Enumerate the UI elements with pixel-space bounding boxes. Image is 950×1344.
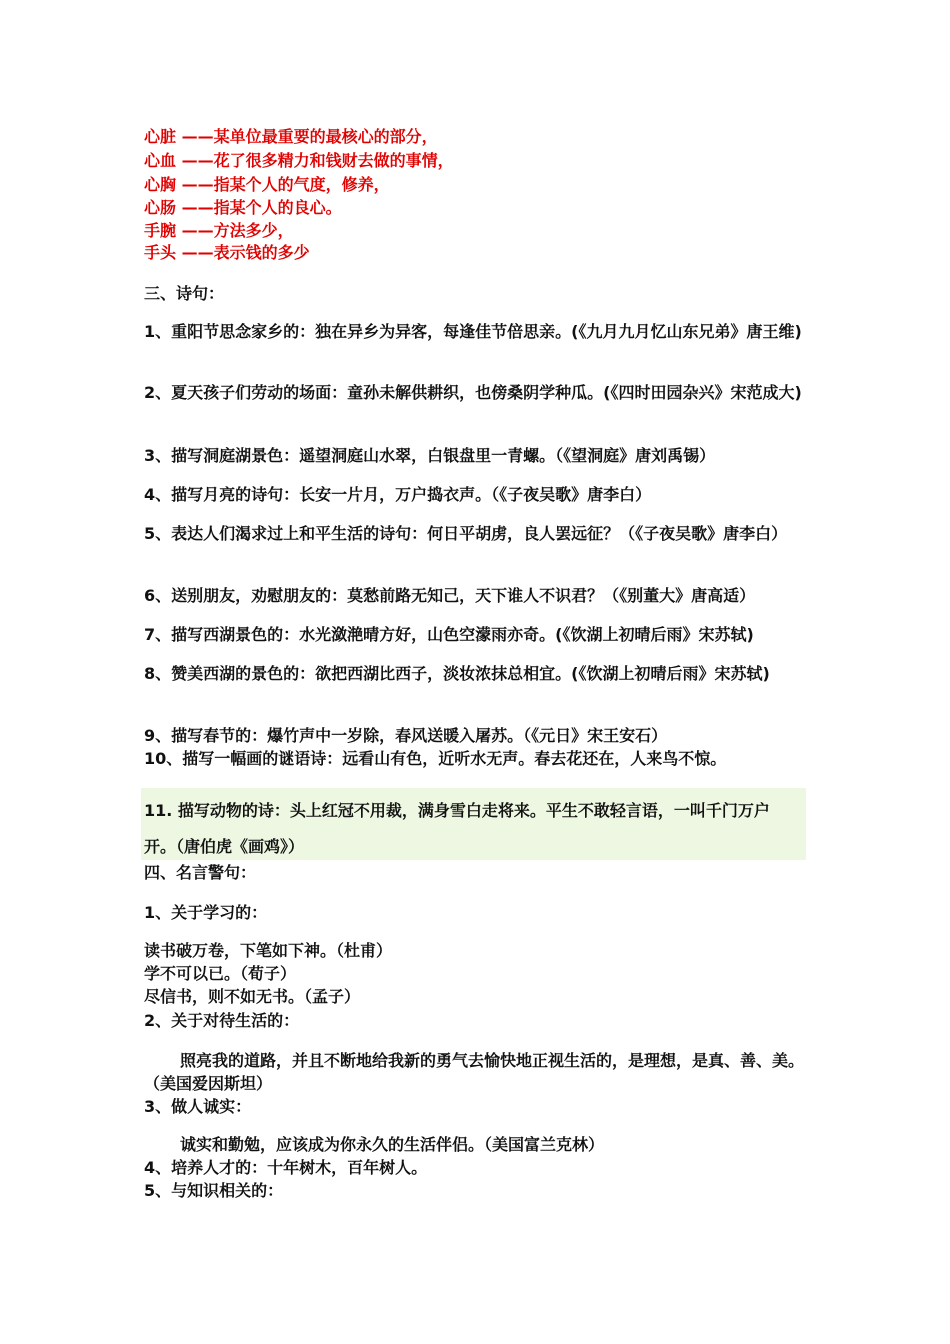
quote-line: 学不可以已。（荀子） [144,964,297,983]
term-line: 手头 ——表示钱的多少 [144,243,310,262]
poem-item: 9、描写春节的：爆竹声中一岁除，春风送暖入屠苏。（《元日》宋王安石） [144,726,668,745]
quote-subheading: 4、培养人才的：十年树木，百年树人。 [144,1158,428,1177]
poem-item: 4、描写月亮的诗句：长安一片月，万户捣衣声。（《子夜吴歌》唐李白） [144,485,652,504]
poem-item-line: 开。（唐伯虎《画鸡》） [144,837,305,856]
quote-subheading: 5、与知识相关的： [144,1181,284,1200]
poem-item-line: 11. 描写动物的诗：头上红冠不用裁，满身雪白走将来。平生不敢轻言语，一叫千门万户 [144,801,770,820]
section-heading-poems: 三、诗句： [144,284,225,303]
poem-item: 8、赞美西湖的景色的：欲把西湖比西子，淡妆浓抹总相宜。(《饮湖上初晴后雨》宋苏轼) [144,664,770,683]
poem-item: 5、表达人们渴求过上和平生活的诗句：何日平胡虏，良人罢远征？（《子夜吴歌》唐李白） [144,524,788,543]
quote-subheading: 3、做人诚实： [144,1097,252,1116]
quote-paragraph: 照亮我的道路，并且不断地给我新的勇气去愉快地正视生活的，是理想，是真、善、美。（美国爱因斯坦） [144,1051,805,1093]
poem-item: 6、送别朋友，劝慰朋友的：莫愁前路无知己，天下谁人不识君？（《别董大》唐高适） [144,586,756,605]
section-heading-quotes: 四、名言警句： [144,863,257,882]
quote-subheading: 1、关于学习的： [144,903,268,922]
poem-item: 2、夏天孩子们劳动的场面：童孙未解供耕织，也傍桑阴学种瓜。(《四时田园杂兴》宋范成大) [144,383,802,402]
quote-line: 尽信书，则不如无书。（孟子） [144,987,361,1006]
quote-subheading: 2、关于对待生活的： [144,1011,300,1030]
term-line: 心脏 ——某单位最重要的最核心的部分， [144,127,438,146]
term-line: 心肠 ——指某个人的良心。 [144,198,342,217]
quote-line: 读书破万卷，下笔如下神。（杜甫） [144,941,393,960]
highlighted-poem-item [141,788,806,860]
term-line: 心血 ——花了很多精力和钱财去做的事情， [144,151,454,170]
poem-item: 7、描写西湖景色的：水光潋滟晴方好，山色空濛雨亦奇。(《饮湖上初晴后雨》宋苏轼) [144,625,754,644]
poem-item: 1、重阳节思念家乡的：独在异乡为异客，每逢佳节倍思亲。(《九月九月忆山东兄弟》唐王维) [144,322,802,341]
quote-line: 诚实和勤勉，应该成为你永久的生活伴侣。（美国富兰克林） [180,1135,605,1154]
term-line: 手腕 ——方法多少， [144,221,294,240]
term-line: 心胸 ——指某个人的气度，修养， [144,175,390,194]
poem-item: 3、描写洞庭湖景色：遥望洞庭山水翠，白银盘里一青螺。（《望洞庭》唐刘禹锡） [144,446,716,465]
poem-item: 10、描写一幅画的谜语诗：远看山有色，近听水无声。春去花还在，人来鸟不惊。 [144,749,727,768]
